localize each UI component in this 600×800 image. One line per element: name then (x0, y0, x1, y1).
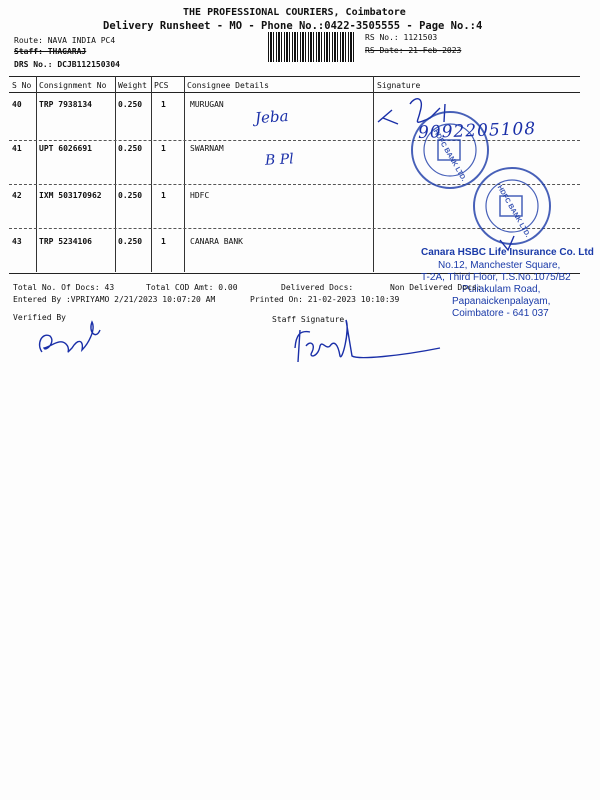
printed-on: Printed On: 21-02-2023 10:10:39 (250, 295, 400, 304)
non-delivered-docs: Non Delivered Docs: (390, 283, 482, 292)
entered-by: Entered By :VPRIYAMO 2/21/2023 10:07:20 AM (13, 295, 216, 304)
staff-label: Staff: THAGARAJ (14, 47, 87, 56)
row-consignee: HDFC (190, 191, 210, 200)
rs-number: RS No.: 1121503 (365, 33, 438, 42)
route-label: Route: NAVA INDIA PC4 (14, 36, 116, 45)
row-weight: 0.250 (118, 144, 143, 153)
row-weight: 0.250 (118, 100, 143, 109)
rs-date: RS Date: 21-Feb-2023 (365, 46, 462, 55)
header-sno: S No (12, 81, 32, 90)
verified-by-label: Verified By (13, 313, 66, 322)
signature-scribble (378, 99, 445, 124)
canara-stamp-line: Puliakulam Road, (462, 284, 541, 295)
header-consignment: Consignment No (39, 81, 107, 90)
hdfc-stamp-text: HDFC BANK LTD. (431, 128, 467, 183)
row-consignment: UPT 6026691 (39, 144, 92, 153)
header-pcs: PCS (154, 81, 169, 90)
row-weight: 0.250 (118, 191, 143, 200)
row-consignment: TRP 7938134 (39, 100, 92, 109)
delivered-docs: Delivered Docs: (281, 283, 354, 292)
row-consignment: TRP 5234106 (39, 237, 92, 246)
header-weight: Weight (118, 81, 147, 90)
row-sno: 42 (12, 191, 22, 200)
row-sno: 41 (12, 144, 22, 153)
canara-stamp-line: Coimbatore - 641 037 (452, 308, 549, 319)
canara-stamp-line: No.12, Manchester Square, (438, 260, 561, 271)
handwritten-receiver-41: B Pl (264, 151, 295, 169)
row-pcs: 1 (161, 237, 166, 246)
row-consignee: CANARA BANK (190, 237, 243, 246)
row-pcs: 1 (161, 100, 166, 109)
row-pcs: 1 (161, 144, 166, 153)
row-consignment: IXM 503170962 (39, 191, 102, 200)
row-consignee: SWARNAM (190, 144, 224, 153)
verified-signature (40, 322, 100, 352)
staff-signature-label: Staff Signature (272, 315, 345, 324)
canara-stamp-line: Papanaickenpalayam, (452, 296, 551, 307)
header-signature: Signature (377, 81, 421, 90)
total-docs: Total No. Of Docs: 43 (13, 283, 115, 292)
row-weight: 0.250 (118, 237, 143, 246)
row-pcs: 1 (161, 191, 166, 200)
drs-number: DRS No.: DCJB112150304 (14, 60, 120, 69)
hdfc-stamp-text: HDFC BANK LTD. (495, 184, 531, 239)
runsheet-title: Delivery Runsheet - MO - Phone No.:0422-3505555 - Page No.:4 (103, 20, 483, 32)
header-consignee: Consignee Details (187, 81, 269, 90)
total-cod: Total COD Amt: 0.00 (146, 283, 238, 292)
row-consignee: MURUGAN (190, 100, 224, 109)
canara-stamp-line: Canara HSBC Life Insurance Co. Ltd (421, 247, 594, 258)
company-title: THE PROFESSIONAL COURIERS, Coimbatore (183, 7, 406, 18)
staff-signature-scribble (295, 320, 440, 362)
row-sno: 40 (12, 100, 22, 109)
handwritten-receiver-40: Jeba (254, 106, 290, 128)
handwritten-phone: 9092205108 (417, 118, 537, 144)
canara-stamp-line: T-2A, Third Floor, T.S.No.1075/B2 (421, 272, 571, 283)
row-sno: 43 (12, 237, 22, 246)
